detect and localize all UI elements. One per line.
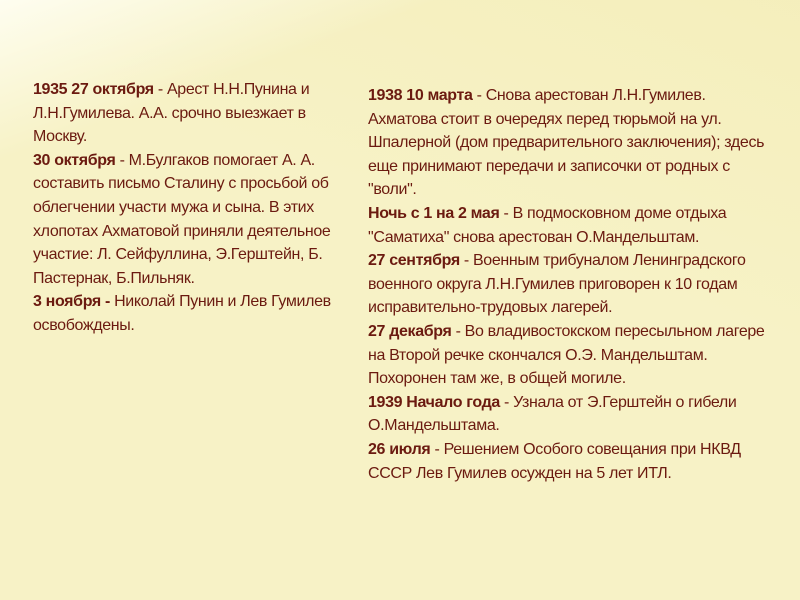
timeline-entry	[368, 84, 768, 202]
entry-date: 1935 27 октября	[33, 81, 154, 98]
entry-date: 3 ноября -	[33, 293, 115, 311]
timeline-entry	[368, 391, 768, 438]
entry-text: - Снова арестован Л.Н.Гумилев. Ахматова стоит в очередях перед тюрьмой на ул. Шпалерной (дом предварительного заключения); здесь еще принимают передачи и записочки от родных с "воли".	[368, 87, 765, 199]
timeline-entry	[33, 149, 343, 291]
timeline-entry	[33, 78, 343, 149]
timeline-entry	[368, 438, 768, 485]
right-column	[368, 84, 768, 485]
entry-date: 1939 Начало года	[368, 393, 500, 411]
entry-text: - Военным трибуналом Ленинградского военного округа Л.Н.Гумилев приговорен к 10 годам исправительно-трудовых лагерей.	[368, 252, 746, 317]
entry-text: - В подмосковном доме отдыха "Саматиха" снова арестован О.Мандельштам.	[368, 204, 727, 246]
timeline-entry	[368, 320, 768, 391]
entry-date: 30 октября	[33, 151, 116, 169]
timeline-entry	[368, 202, 768, 249]
timeline-entry	[33, 290, 343, 337]
entry-text: Николай Пунин и Лев Гумилев освобождены.	[33, 293, 331, 334]
entry-text: - Арест Н.Н.Пунина и Л.Н.Гумилева. А.А. срочно выезжает в Москву.	[33, 81, 310, 146]
entry-text: - Во владивостокском пересыльном лагере на Второй речке скончался О.Э. Мандельштам. Похоронен там же, в общей могиле.	[368, 322, 765, 388]
entry-date: 26 июля	[368, 440, 431, 458]
left-column	[33, 78, 343, 338]
entry-date: 1938 10 марта	[368, 87, 473, 104]
timeline-entry	[368, 249, 768, 320]
entry-date: 27 декабря	[368, 322, 452, 340]
entry-text: - Узнала от Э.Герштейн о гибели О.Мандельштама.	[368, 393, 737, 435]
entry-date: Ночь с 1 на 2 мая	[368, 204, 500, 222]
entry-date: 27 сентября	[368, 252, 460, 270]
entry-text: - Решением Особого совещания при НКВД СССР Лев Гумилев осужден на 5 лет ИТЛ.	[368, 440, 741, 482]
entry-text: - М.Булгаков помогает А. А. составить письмо Сталину с просьбой об облегчении участи мужа и сына. В этих хлопотах Ахматовой приняли деятельное участие: Л. Сейфуллина, Э.Герштейн, Б. Пастернак, Б.Пильняк.	[33, 151, 331, 287]
